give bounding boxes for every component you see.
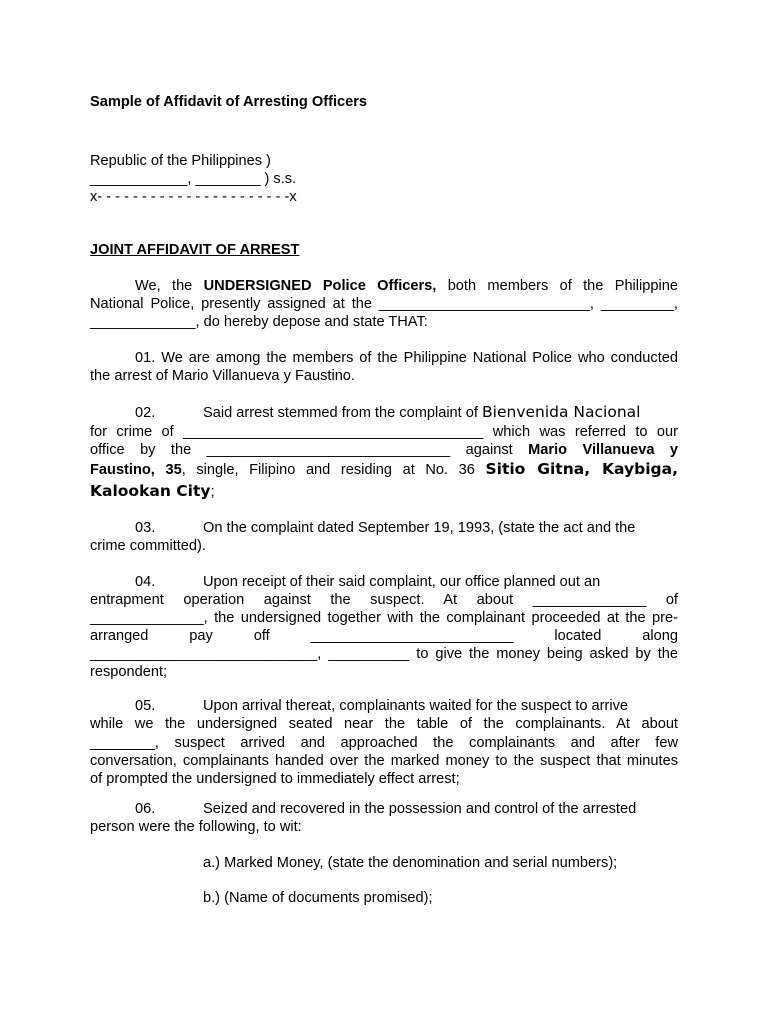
p01-line-2: the arrest of Mario Villanueva y Faustino.: [90, 368, 355, 384]
p02-line-3-text: office by the ______________________________ against: [90, 442, 529, 458]
venue-line-1: Republic of the Philippines ): [90, 153, 271, 169]
p03-line-2: crime committed).: [90, 538, 206, 554]
p05-line-5: of prompted the undersigned to immediately effect arrest;: [90, 771, 460, 787]
p01-text: 01. We are among the members of the Philippine National Police who conducted: [135, 350, 678, 366]
venue-line-3: x- - - - - - - - - - - - - - - - - - - - - -x: [90, 189, 297, 205]
p02-semicolon: ;: [210, 484, 215, 500]
p04-text: Upon receipt of their said complaint, our office planned out an: [203, 574, 601, 590]
respondent-name-2: Faustino, 35: [90, 462, 182, 478]
address-2: Kalookan City: [90, 482, 211, 500]
respondent-name-1: Mario Villanueva y: [528, 442, 679, 458]
p06-line-1: [135, 800, 678, 818]
p04-number: 04.: [135, 574, 156, 590]
p06-item-b: b.) (Name of documents promised);: [203, 890, 433, 906]
p06-item-a: a.) Marked Money, (state the denomination and serial numbers);: [203, 855, 618, 871]
complainant-name: Bienvenida Nacional: [482, 403, 641, 421]
address-1: Sitio Gitna, Kaybiga,: [485, 460, 678, 478]
p03-text: On the complaint dated September 19, 1993, (state the act and the: [203, 520, 636, 536]
p02-line-2: for crime of _____________________________________ which was referred to our: [90, 424, 678, 440]
sample-title: Sample of Affidavit of Arresting Officers: [90, 94, 368, 110]
p03-line-1: [135, 519, 678, 537]
p02-line-1: [135, 403, 640, 422]
p04-line-1: [135, 573, 678, 591]
p02-line-5: [90, 482, 215, 501]
p06-line-2: person were the following, to wit:: [90, 819, 302, 835]
p04-line-2: entrapment operation against the suspect. At about ______________ of: [90, 592, 678, 608]
p05-line-1: [135, 697, 678, 715]
p05-line-4: conversation, complainants handed over the marked money to the suspect that minutes: [90, 753, 678, 769]
p03-number: 03.: [135, 520, 156, 536]
p04-line-6: respondent;: [90, 664, 168, 680]
p02-line-4-text: , single, Filipino and residing at No. 36: [181, 462, 486, 478]
intro-line-1: [90, 277, 678, 295]
intro-text-a: We, the: [135, 278, 204, 294]
p02-line-3: [90, 441, 678, 459]
p01-line-1: [90, 349, 678, 367]
p05-line-3: ________, suspect arrived and approached the complainants and after few: [90, 735, 678, 751]
venue-line-2: ____________, ________ ) s.s.: [90, 171, 297, 187]
p04-line-4: arranged pay off _________________________ located along: [90, 628, 678, 644]
p06-text: Seized and recovered in the possession and control of the arrested: [203, 801, 637, 817]
affidavit-title: JOINT AFFIDAVIT OF ARREST: [90, 242, 300, 258]
intro-text-c: both members of the Philippine: [436, 278, 678, 294]
p05-text: Upon arrival thereat, complainants waited for the suspect to arrive: [203, 698, 629, 714]
p02-text: Said arrest stemmed from the complaint of: [203, 405, 483, 421]
p05-line-2: while we the undersigned seated near the table of the complainants. At about: [90, 716, 678, 732]
intro-line-2: National Police, presently assigned at the __________________________, _________,: [90, 296, 678, 312]
undersigned-officers: UNDERSIGNED Police Officers,: [203, 278, 437, 294]
p05-number: 05.: [135, 698, 156, 714]
p02-line-4: [90, 460, 678, 479]
p04-line-5: ____________________________, __________ to give the money being asked by the: [90, 646, 678, 662]
intro-line-3: _____________, do hereby depose and state THAT:: [90, 314, 428, 330]
p06-number: 06.: [135, 801, 156, 817]
p04-line-3: ______________, the undersigned together with the complainant proceeded at the pre-: [90, 610, 678, 626]
p02-number: 02.: [135, 405, 156, 421]
